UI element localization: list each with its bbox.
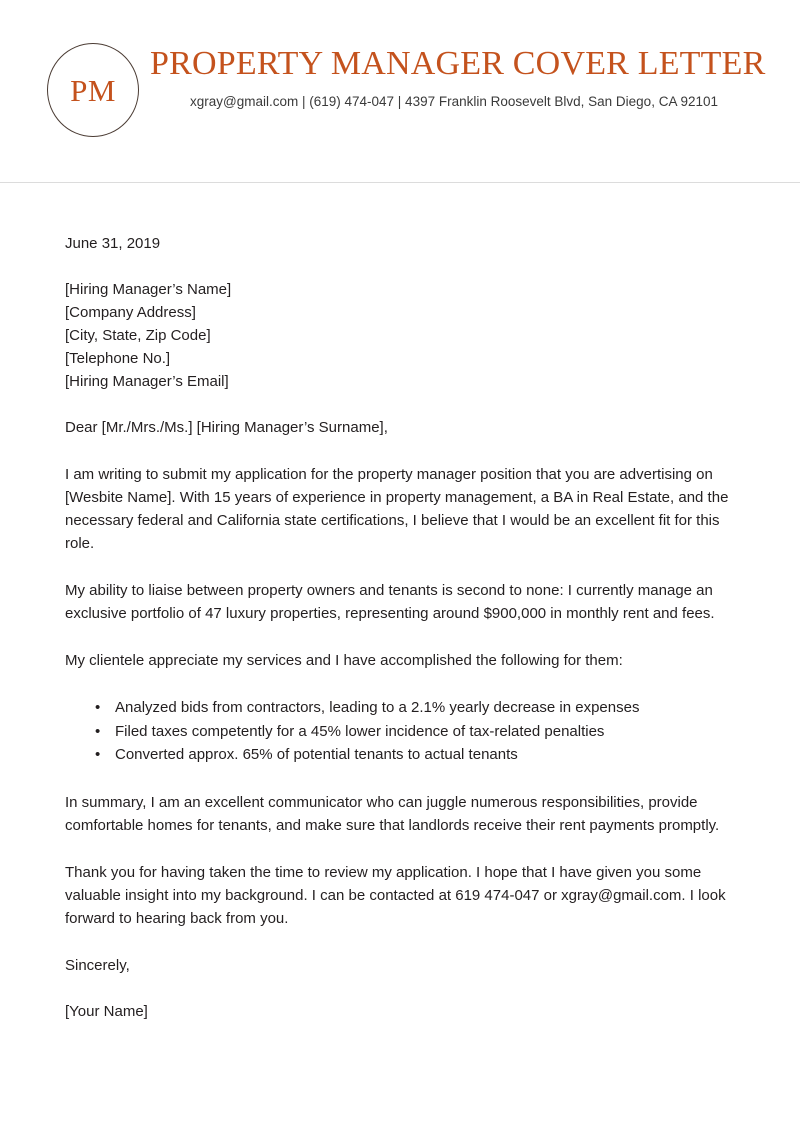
recipient-line: [Company Address]	[65, 304, 196, 321]
letter-body	[65, 232, 737, 1023]
signature-name: [Your Name]	[65, 1002, 148, 1020]
header-title-block	[150, 44, 766, 111]
recipient-line: [Hiring Manager’s Name]	[65, 281, 232, 298]
accomplishments-list	[65, 696, 737, 767]
letter-date: June 31, 2019	[65, 235, 161, 252]
page-title: PROPERTY MANAGER COVER LETTER	[150, 45, 766, 82]
recipient-address-block	[65, 278, 737, 393]
body-paragraph: I am writing to submit my application for the property manager position that you are advertising on [Wesbite Name]. With 15 years of experience in property management, a BA in Real Estate, and the necessary federal and California state certifications, I believe that I would be an excellent fit for this role.	[65, 466, 729, 552]
letter-header	[0, 0, 800, 182]
list-item: • Filed taxes competently for a 45% lower incidence of tax-related penalties	[115, 720, 737, 744]
list-item: • Analyzed bids from contractors, leading to a 2.1% yearly decrease in expenses	[115, 696, 737, 720]
body-paragraph: In summary, I am an excellent communicator who can juggle numerous responsibilities, provide comfortable homes for tenants, and make sure that landlords receive their rent payments promptly.	[65, 793, 720, 834]
body-paragraph: Thank you for having taken the time to review my application. I hope that I have given you some valuable insight into my background. I can be contacted at 619 474-047 or xgray@gmail.com. I look forward to hearing back from you.	[65, 863, 726, 927]
recipient-line: [Hiring Manager’s Email]	[65, 373, 229, 390]
contact-info-line: xgray@gmail.com | (619) 474-047 | 4397 Franklin Roosevelt Blvd, San Diego, CA 92101	[190, 94, 718, 109]
header-divider	[0, 182, 800, 183]
recipient-line: [City, State, Zip Code]	[65, 327, 211, 344]
recipient-line: [Telephone No.]	[65, 350, 171, 367]
salutation: Dear [Mr./Mrs./Ms.] [Hiring Manager’s Surname],	[65, 419, 388, 436]
monogram-badge	[47, 43, 139, 137]
body-paragraph: My clientele appreciate my services and I have accomplished the following for them:	[65, 652, 623, 669]
sign-off: Sincerely,	[65, 956, 130, 974]
monogram-initials: PM	[70, 72, 116, 108]
list-item: • Converted approx. 65% of potential tenants to actual tenants	[115, 743, 737, 767]
body-paragraph: My ability to liaise between property owners and tenants is second to none: I currently manage an exclusive portfolio of 47 luxury properties, representing around $900,000 in monthly rent and fees.	[65, 582, 715, 622]
